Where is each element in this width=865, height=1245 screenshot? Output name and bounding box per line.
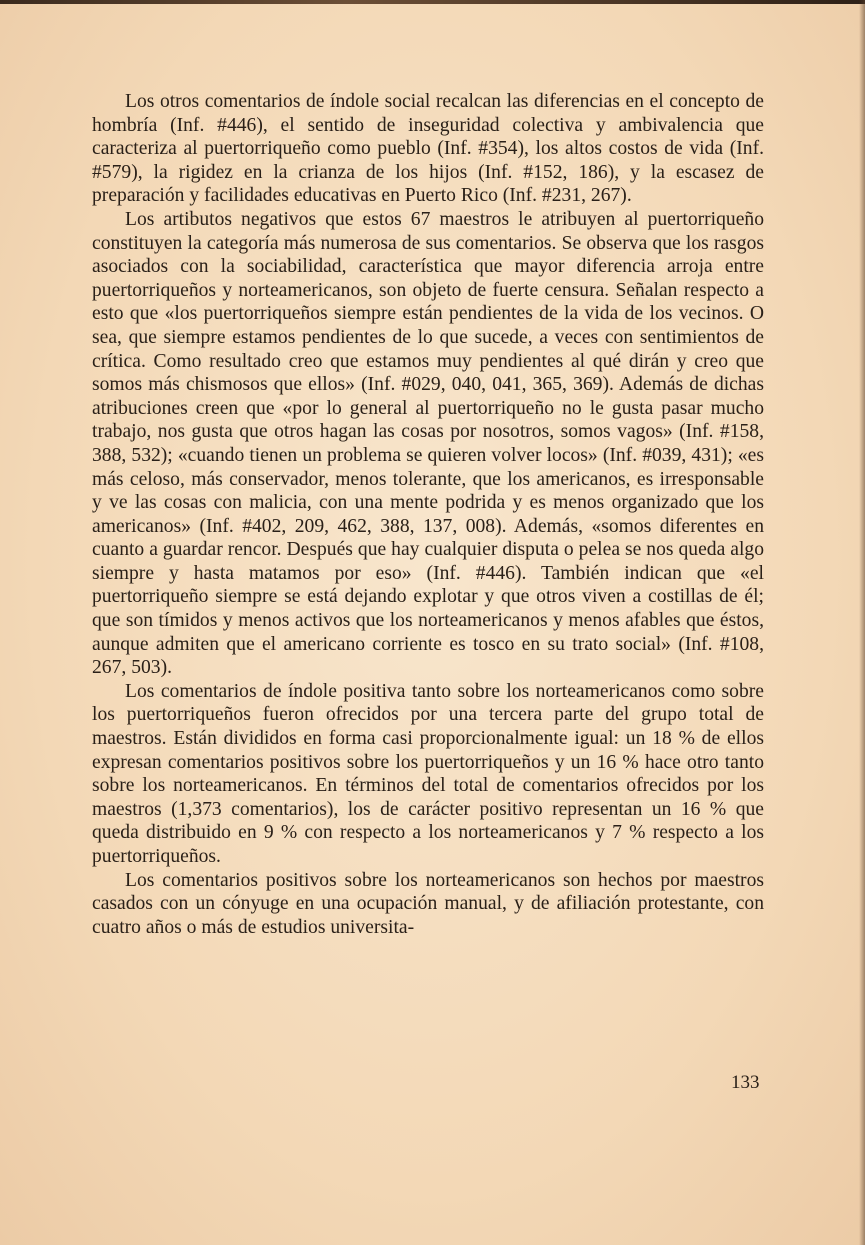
page-number: 133 — [731, 1072, 760, 1093]
paragraph-1: Los otros comentarios de índole social recalcan las diferencias en el concepto de hombría (Inf. #446), el sentido de inseguridad colectiva y ambivalencia que caracteriza al puertorriqueño como pueblo (Inf. #354), los altos costos de vida (Inf. #579), la rigidez en la crianza de los hijos (Inf. #152, 186), y la escasez de preparación y facilidades educativas en Puerto Rico (Inf. #231, 267). — [92, 91, 764, 207]
paragraph-2: Los artibutos negativos que estos 67 maestros le atribuyen al puertorriqueño constituyen la categoría más numerosa de sus comentarios. Se observa que los rasgos asociados con la sociabilidad, característica que mayor diferencia arroja entre puertorriqueños y norteamericanos, son objeto de fuerte censura. Señalan respecto a esto que «los puertorriqueños siempre están pendientes de la vida de los vecinos. O sea, que siempre estamos pendientes de lo que sucede, a veces con sentimientos de crítica. Como resultado creo que estamos muy pendientes al qué dirán y creo que somos más chismosos que ellos» (Inf. #029, 040, 041, 365, 369). Además de dichas atribuciones creen que «por lo general al puertorriqueño no le gusta pasar mucho trabajo, nos gusta que otros hagan las cosas por nosotros, somos vagos» (Inf. #158, 388, 532); «cuando tienen un problema se quieren volver locos» (Inf. #039, 431); «es más celoso, más conservador, menos tolerante, que los americanos, es irresponsable y ve las cosas con malicia, con una mente podrida y es menos organizado que los americanos» (Inf. #402, 209, 462, 388, 137, 008). Además, «somos diferentes en cuanto a guardar rencor. Después que hay cualquier disputa o pelea se nos queda algo siempre y hasta matamos por eso» (Inf. #446). También indican que «el puertorriqueño siempre se está dejando explotar y que otros viven a costillas de él; que son tímidos y menos activos que los norteamericanos y menos afables que éstos, aunque admiten que el americano corriente es tosco en su trato social» (Inf. #108, 267, 503). — [92, 208, 764, 679]
paragraph-3: Los comentarios de índole positiva tanto sobre los norteamericanos como sobre los puertorriqueños fueron ofrecidos por una tercera parte del grupo total de maestros. Están divididos en forma casi proporcionalmente igual: un 18 % de ellos expresan comentarios positivos sobre los puertorriqueños y un 16 % hace otro tanto sobre los norteamericanos. En términos del total de comentarios ofrecidos por los maestros (1,373 comentarios), los de carácter positivo representan un 16 % que queda distribuido en 9 % con respecto a los norteamericanos y 7 % respecto a los puertorriqueños. — [92, 680, 764, 867]
body-text — [92, 90, 764, 939]
page-right-edge-shadow — [859, 0, 865, 1245]
page-top-edge-shadow — [0, 0, 865, 4]
paragraph-4: Los comentarios positivos sobre los norteamericanos son hechos por maestros casados con un cónyuge en una ocupación manual, y de afiliación protestante, con cuatro años o más de estudios universita- — [92, 869, 764, 938]
